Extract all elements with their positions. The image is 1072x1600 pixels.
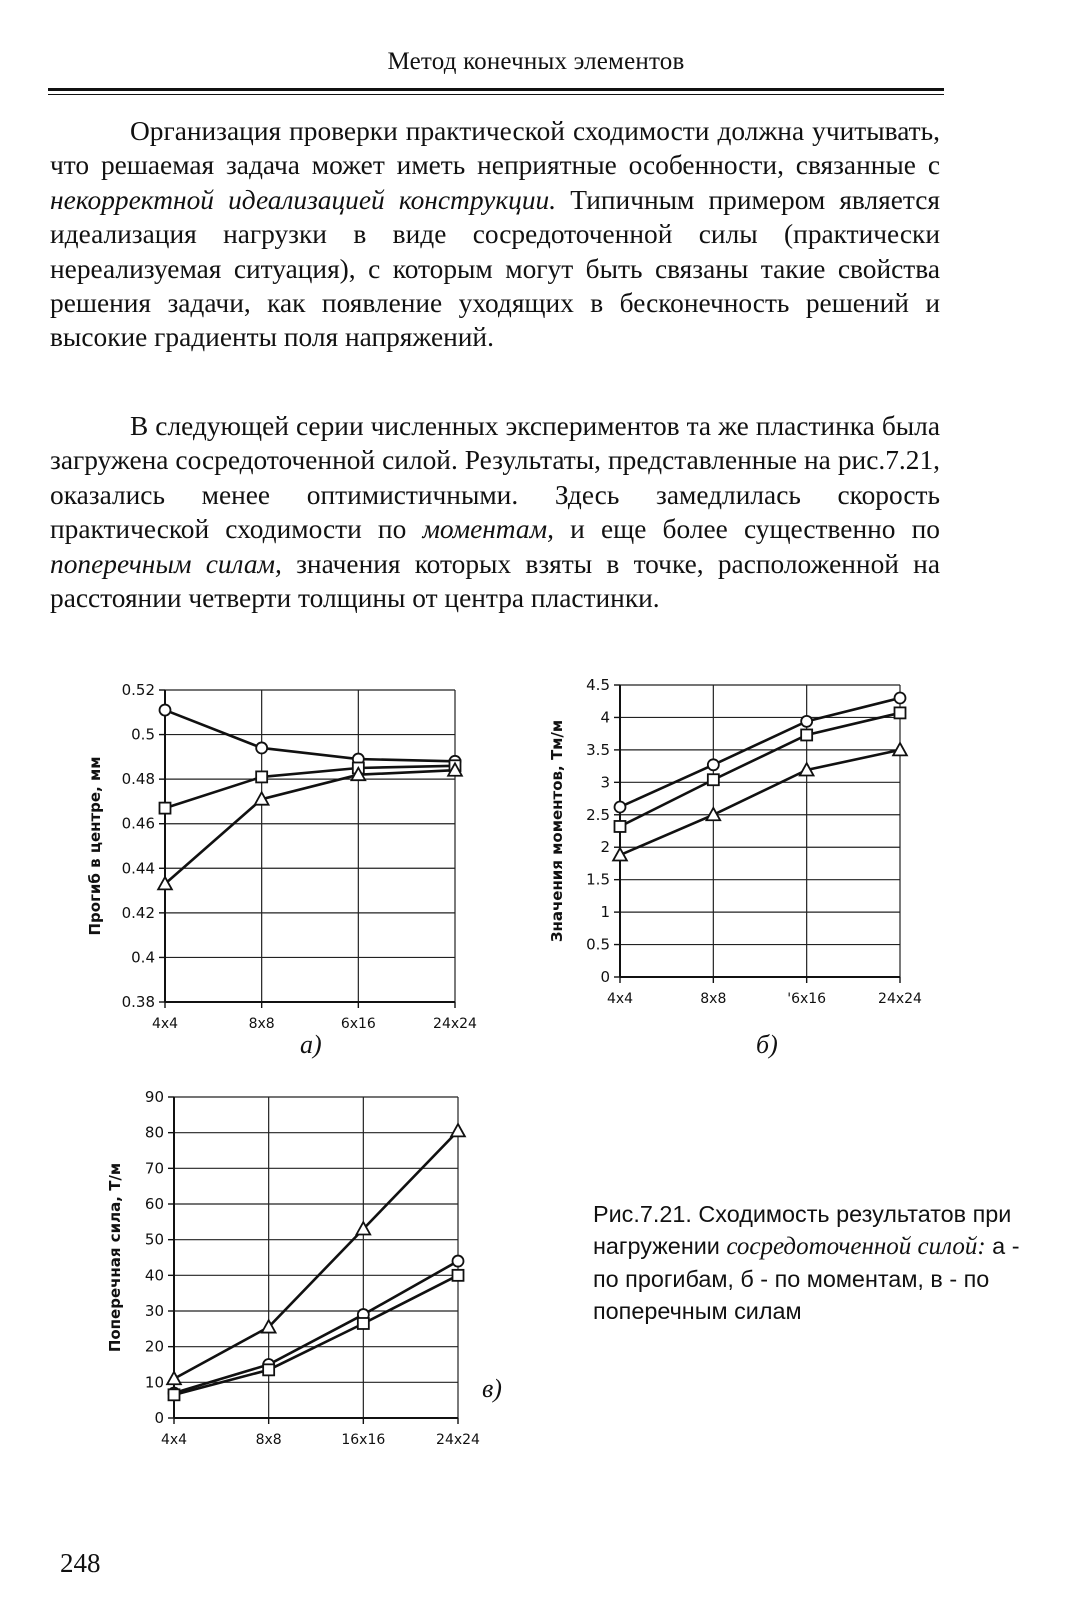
caption-italic: сосредоточенной силой:	[726, 1233, 986, 1260]
chart-b-svg	[546, 672, 936, 1027]
series-square-point	[160, 803, 171, 814]
chart-b	[546, 672, 936, 1032]
series-circle-point	[160, 705, 171, 716]
series-square-line	[174, 1275, 458, 1394]
y-tick-label: 60	[144, 1195, 164, 1213]
series-square-point	[453, 1270, 464, 1281]
y-tick-label: 3	[600, 773, 610, 792]
y-tick-label: 1	[600, 903, 610, 922]
header-rule-thin	[48, 94, 944, 95]
chart-v	[100, 1084, 500, 1469]
x-tick-label: 8x8	[700, 991, 727, 1007]
y-axis-label: Значения моментов, Тм/м	[548, 719, 566, 943]
series-circle-point	[708, 759, 719, 770]
y-tick-label: 0	[154, 1409, 164, 1427]
y-tick-label: 1.5	[586, 870, 610, 889]
page-number: 248	[60, 1548, 101, 1578]
y-tick-label: 20	[144, 1337, 164, 1356]
series-triangle-point	[167, 1372, 181, 1384]
y-axis-label: Поперечная сила, Т/м	[106, 1162, 124, 1353]
series-triangle-point	[706, 808, 720, 820]
series-square-point	[169, 1389, 180, 1400]
y-tick-label: 40	[144, 1266, 164, 1285]
series-square-point	[256, 771, 267, 782]
y-tick-label: 0.46	[121, 814, 155, 833]
p1-text-2: Типичным примером является идеализация нагрузки в виде сосредоточенной силы (практически нереализуемая ситуация), с которым могут быть связаны такие свойства решения задачи, как появление уходящих в бесконечность решений и высокие градиенты поля напряжений.	[50, 184, 940, 353]
chart-a	[78, 676, 488, 1051]
series-circle-point	[615, 801, 626, 812]
y-tick-label: 2.5	[586, 805, 610, 824]
x-tick-label: 16x16	[341, 1432, 386, 1448]
y-tick-label: 0.48	[121, 770, 155, 789]
x-tick-label: 8x8	[248, 1016, 275, 1032]
chart-v-sublabel: в)	[482, 1374, 502, 1403]
series-square-line	[620, 713, 900, 827]
y-tick-label: 0.5	[586, 935, 610, 954]
x-tick-label: 4x4	[606, 991, 634, 1007]
series-circle-point	[801, 716, 812, 727]
series-circle-line	[620, 698, 900, 807]
series-triangle-point	[893, 743, 907, 755]
y-tick-label: 0.4	[131, 948, 155, 967]
p2-text-3: значения которых взяты в точке, расположенной на расстоянии четверти толщины от центра пластинки.	[50, 548, 940, 614]
y-tick-label: 0.52	[121, 681, 155, 699]
y-tick-label: 2	[600, 838, 610, 857]
y-axis-label: Прогиб в центре, мм	[86, 756, 104, 936]
series-circle-line	[174, 1261, 458, 1393]
y-tick-label: 70	[144, 1159, 164, 1178]
p1-text-1: Организация проверки практической сходимости должна учитывать, что решаемая задача может иметь неприятные особенности, связанные с	[50, 116, 940, 181]
x-tick-label: 4x4	[160, 1432, 188, 1448]
chart-b-sublabel: б)	[756, 1030, 778, 1059]
chart-a-svg	[78, 676, 488, 1046]
y-tick-label: 80	[144, 1123, 164, 1142]
series-square-point	[263, 1364, 274, 1375]
series-square-point	[358, 1318, 369, 1329]
x-tick-label: 24x24	[433, 1016, 477, 1032]
y-tick-label: 10	[144, 1373, 164, 1392]
y-tick-label: 4.5	[586, 676, 610, 694]
p2-text-1: В следующей серии численных экспериментов та же пластинка была загружена сосредоточенной силой. Результаты, представленные на рис.7.21, оказались менее оптимистичными. Здесь замедлилась скорость практической сходимости по	[50, 411, 940, 545]
y-tick-label: 0.42	[121, 903, 155, 922]
y-tick-label: 0.38	[121, 993, 155, 1011]
x-tick-label: 8x8	[255, 1432, 282, 1448]
y-tick-label: 30	[144, 1302, 164, 1320]
chart-v-svg	[100, 1084, 500, 1464]
y-tick-label: 0.5	[131, 725, 155, 744]
header-rule-thick	[48, 88, 944, 91]
figure-caption	[593, 1198, 1023, 1327]
series-square-point	[615, 821, 626, 832]
chart-a-sublabel: a)	[300, 1030, 322, 1059]
series-triangle-line	[620, 750, 900, 855]
series-circle-line	[165, 710, 455, 761]
series-triangle-line	[165, 770, 455, 884]
paragraph-2	[50, 409, 940, 615]
x-tick-label: '6x16	[787, 991, 827, 1007]
x-tick-label: 6x16	[340, 1016, 376, 1032]
series-square-point	[895, 707, 906, 718]
x-tick-label: 24x24	[436, 1432, 480, 1448]
series-triangle-point	[451, 1124, 465, 1136]
running-header: Метод конечных элементов	[387, 48, 685, 75]
caption-text-2: а - по прогибам, б - по моментам, в - по поперечным силам	[593, 1233, 1020, 1324]
p2-italic-1: моментам,	[422, 514, 554, 545]
y-tick-label: 3.5	[586, 740, 610, 759]
series-circle-point	[256, 742, 267, 753]
p2-text-2: и еще более существенно по	[553, 514, 940, 545]
x-tick-label: 24x24	[878, 991, 922, 1007]
y-tick-label: 50	[144, 1230, 164, 1249]
caption-text-1: Рис.7.21. Сходимость результатов при нагружении	[593, 1201, 1012, 1259]
y-tick-label: 0.44	[121, 859, 155, 878]
series-circle-point	[895, 692, 906, 703]
series-circle-point	[453, 1256, 464, 1267]
y-tick-label: 4	[600, 708, 610, 727]
series-square-point	[801, 729, 812, 740]
p2-italic-2: поперечным силам,	[50, 548, 282, 579]
y-tick-label: 0	[600, 968, 610, 986]
x-tick-label: 4x4	[151, 1016, 179, 1032]
paragraph-1	[50, 114, 940, 355]
series-square-point	[708, 774, 719, 785]
p1-italic: некорректной идеализацией конструкции.	[50, 184, 557, 215]
y-tick-label: 90	[144, 1088, 164, 1106]
